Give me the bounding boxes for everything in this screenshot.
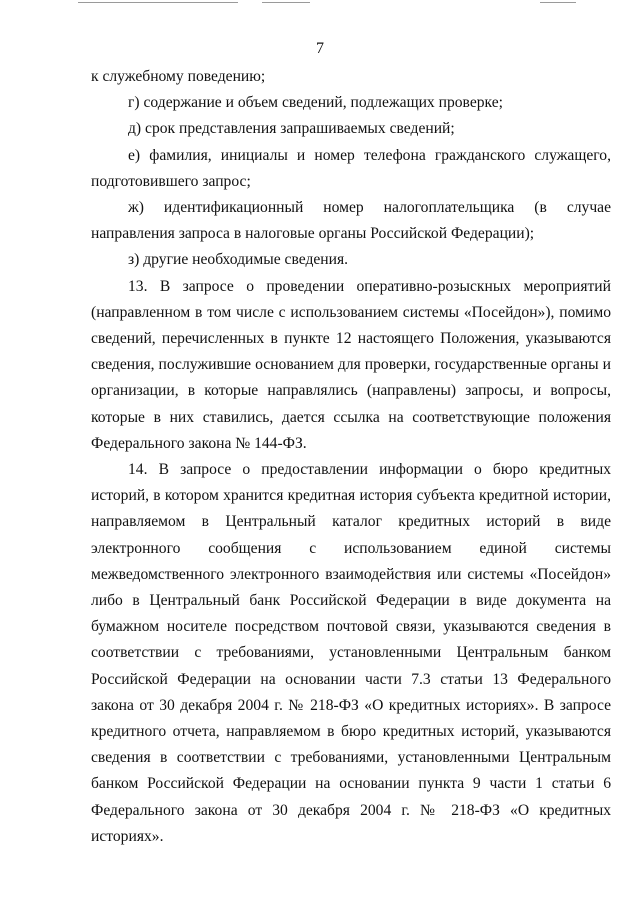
- top-rule-right: [540, 2, 576, 3]
- top-rule-left: [78, 2, 238, 3]
- clause-13: 13. В запросе о проведении оперативно-розыскных мероприятий (направленном в том числе с использованием системы «Посейдон»), помимо сведений, перечисленных в пункте 12 настоящего Положения, указываются сведения, послужившие основанием для проверки, государственные органы и организации, в которые направлялись (направлены) запросы, и вопросы, которые в них ставились, дается ссылка на соответствующие положения Федерального закона № 144-ФЗ.: [91, 277, 611, 452]
- list-item-d: д) срок представления запрашиваемых сведений;: [128, 120, 455, 138]
- page-number: 7: [316, 40, 324, 57]
- list-item-g: г) содержание и объем сведений, подлежащих проверке;: [128, 94, 503, 112]
- list-item-zh: ж) идентификационный номер налогоплательщика (в случае направления запроса в налоговые органы Российской Федерации);: [91, 199, 611, 243]
- paragraph-continuation: к служебному поведению;: [91, 68, 266, 85]
- clause-14: 14. В запросе о предоставлении информации о бюро кредитных историй, в котором хранится кредитная история субъекта кредитной истории, направляемом в Центральный каталог кредитных историй в виде электронного сообщения с использованием единой системы межведомственного электронного взаимодействия или системы «Посейдон» либо в Центральный банк Российской Федерации в виде документа на бумажном носителе посредством почтовой связи, указываются сведения в соответствии с требованиями, установленными Центральным банком Российской Федерации на основании части 7.3 статьи 13 Федерального закона от 30 декабря 2004 г. № 218-ФЗ «О кредитных историях». В запросе кредитного отчета, направляемом в бюро кредитных историй, указываются сведения в соответствии с требованиями, установленными Центральным банком Российской Федерации на основании пункта 9 части 1 статьи 6 Федерального закона от 30 декабря 2004 г. № 218-ФЗ «О кредитных историях».: [91, 461, 611, 845]
- list-item-z: з) другие необходимые сведения.: [128, 251, 349, 269]
- document-body: [91, 64, 611, 850]
- list-item-e: е) фамилия, инициалы и номер телефона гражданского служащего, подготовившего запрос;: [91, 146, 611, 190]
- top-rule-middle: [262, 2, 310, 3]
